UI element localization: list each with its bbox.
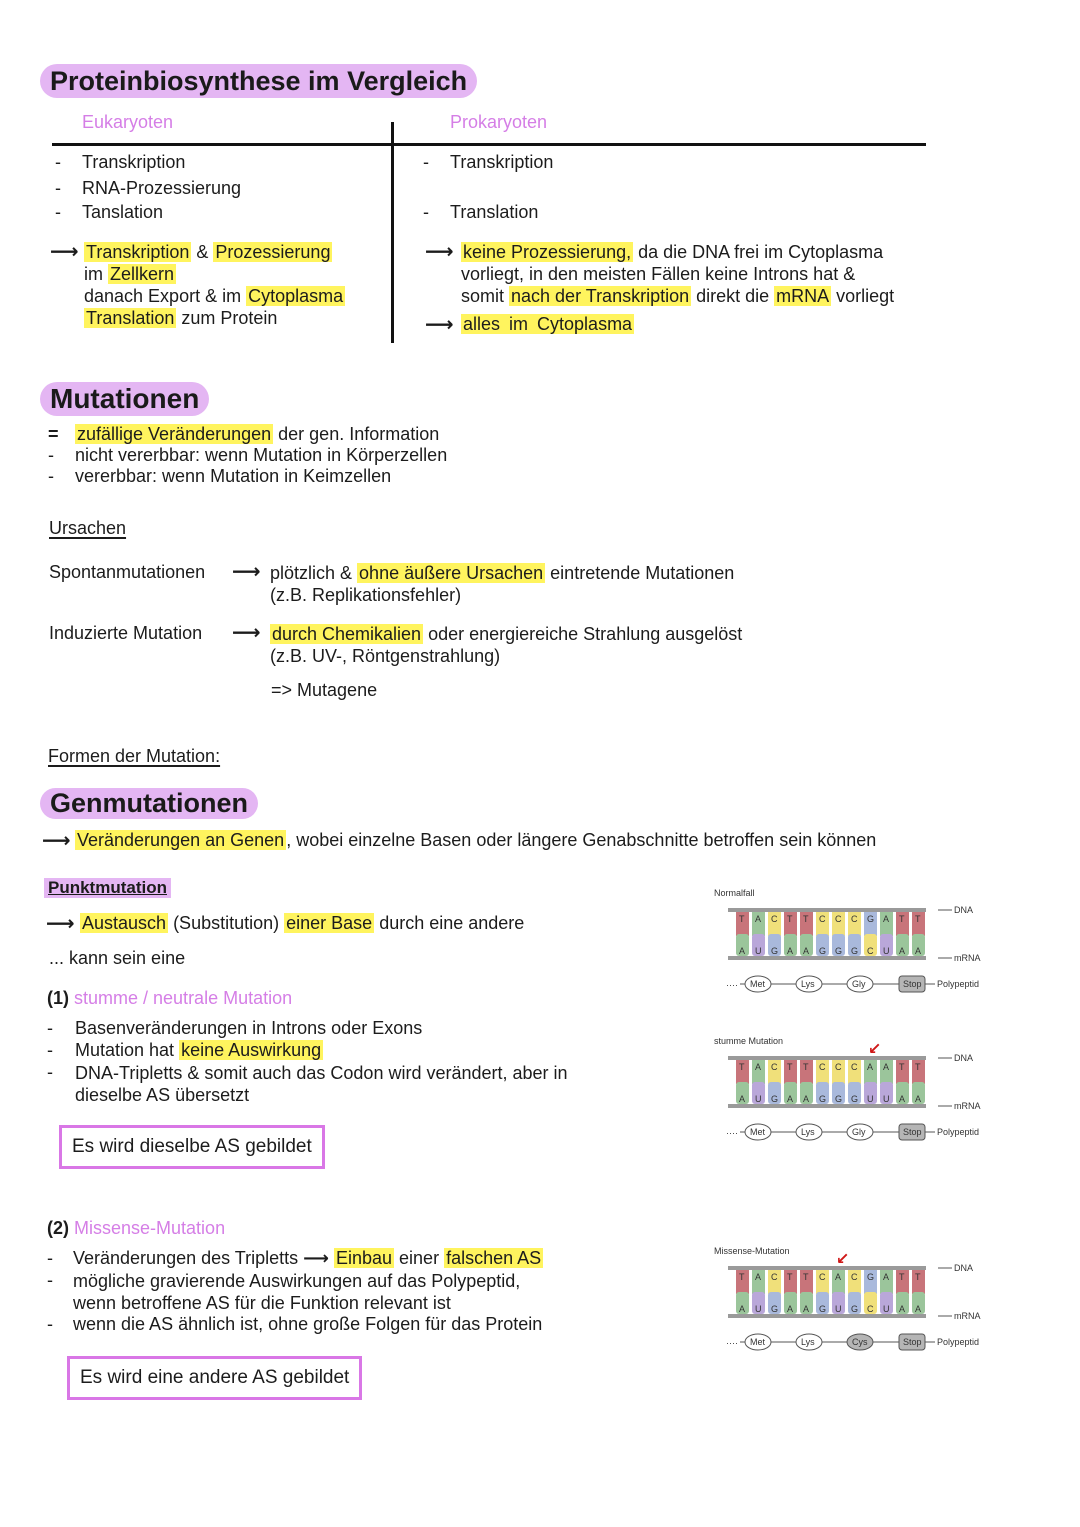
dna-base-letter: A — [755, 914, 762, 924]
stumm-bullet: Basenveränderungen in Introns oder Exons — [75, 1018, 423, 1038]
amino-acid-label: Stop — [903, 979, 922, 989]
mrna-base-letter: G — [771, 1094, 779, 1104]
mrna-base-letter: A — [899, 1304, 906, 1314]
amino-acid-label: Gly — [852, 979, 866, 989]
mrna-backbone — [728, 956, 926, 960]
euk-step: RNA-Prozessierung — [82, 178, 242, 198]
dna-base-letter: C — [851, 1272, 858, 1282]
amino-acid-label: Met — [750, 1337, 766, 1347]
amino-acid-label: Lys — [801, 1337, 815, 1347]
dna-base-letter: A — [755, 1062, 762, 1072]
mrna-base-letter: A — [787, 1304, 794, 1314]
amino-acid-label: Met — [750, 1127, 766, 1137]
mutation-bullet: nicht vererbbar: wenn Mutation in Körperzellen — [75, 445, 448, 465]
dna-base-letter: G — [867, 914, 875, 924]
section-title-mutationen: Mutationen — [40, 382, 209, 416]
section-title-vergleich: Proteinbiosynthese im Vergleich — [40, 64, 477, 98]
dna-backbone — [728, 1056, 926, 1060]
mutagene-note: => Mutagene — [271, 680, 378, 700]
dash: - — [48, 445, 54, 465]
arrow-icon: ⟶ — [46, 913, 75, 935]
mrna-base-letter: U — [835, 1304, 842, 1314]
mrna-base-letter: U — [755, 1304, 762, 1314]
dna-base-letter: T — [803, 1272, 809, 1282]
missense-bullet: mögliche gravierende Auswirkungen auf das Polypeptid, wenn betroffene AS für die Funktion relevant ist — [73, 1271, 521, 1313]
dna-backbone — [728, 908, 926, 912]
mrna-label: mRNA — [954, 1101, 981, 1111]
dash: - — [47, 1018, 53, 1038]
amino-acid-label: Cys — [852, 1337, 868, 1347]
dna-backbone — [728, 1266, 926, 1270]
dna-diagram-stumme-mutation — [700, 1030, 1000, 1145]
diagram-title: stumme Mutation — [714, 1036, 784, 1046]
mrna-base-letter: G — [835, 946, 843, 956]
dna-base-letter: C — [771, 1272, 778, 1282]
dna-base-letter: C — [771, 914, 778, 924]
dna-base-letter: A — [883, 914, 890, 924]
arrow-icon: ⟶ — [232, 622, 261, 644]
amino-acid-label: Met — [750, 979, 766, 989]
polypeptide-label: Polypeptid — [937, 1127, 980, 1137]
mrna-base-letter: A — [787, 946, 794, 956]
mrna-backbone — [728, 1104, 926, 1108]
arrow-icon: ⟶ — [425, 314, 454, 336]
missense-bullet: Veränderungen des Tripletts ⟶ Einbau einer falschen AS — [73, 1248, 542, 1268]
mrna-base-letter: U — [755, 946, 762, 956]
dash: - — [48, 466, 54, 486]
dna-base-letter: T — [803, 1062, 809, 1072]
table-divider-horizontal — [52, 143, 926, 146]
amino-acid-label: Lys — [801, 1127, 815, 1137]
mrna-base-letter: C — [867, 946, 874, 956]
heading-ursachen: Ursachen — [49, 518, 127, 538]
mrna-base-letter: G — [851, 1304, 859, 1314]
label-induzierte-mutation: Induzierte Mutation — [49, 623, 203, 643]
mutation-bullet: vererbbar: wenn Mutation in Keimzellen — [75, 466, 392, 486]
heading-eukaryoten: Eukaryoten — [82, 112, 174, 132]
dna-base-letter: T — [787, 1272, 793, 1282]
mrna-base-letter: U — [883, 1094, 890, 1104]
dna-base-letter: C — [851, 914, 858, 924]
arrow-icon: ⟶ — [42, 830, 71, 852]
genmutation-description: Veränderungen an Genen , wobei einzelne Basen oder längere Genabschnitte betroffen sein können — [77, 830, 877, 850]
dash: - — [47, 1314, 53, 1334]
mrna-label: mRNA — [954, 953, 981, 963]
dna-base-letter: C — [851, 1062, 858, 1072]
mrna-base-letter: G — [851, 946, 859, 956]
mrna-base-letter: A — [739, 946, 746, 956]
dna-base-letter: T — [899, 914, 905, 924]
dna-base-letter: T — [787, 1062, 793, 1072]
dna-base-letter: C — [819, 1062, 826, 1072]
mrna-base-letter: A — [915, 946, 922, 956]
chain-dots: ···· — [726, 980, 738, 990]
stumme-mutation-heading: (1) stumme / neutrale Mutation — [47, 988, 293, 1008]
section-title-genmutationen: Genmutationen — [40, 788, 258, 819]
dna-base-letter: C — [819, 1272, 826, 1282]
mrna-base-letter: U — [867, 1094, 874, 1104]
mrna-base-letter: A — [739, 1304, 746, 1314]
spontan-description: plötzlich & ohne äußere Ursachen eintretende Mutationen (z.B. Replikationsfehler) — [270, 563, 735, 605]
mrna-base-letter: A — [803, 946, 810, 956]
mrna-base-letter: U — [883, 1304, 890, 1314]
missense-result-box: Es wird eine andere AS gebildet — [67, 1356, 362, 1400]
amino-acid-label: Lys — [801, 979, 815, 989]
missense-bullet: wenn die AS ähnlich ist, ohne große Folgen für das Protein — [73, 1314, 543, 1334]
dash: - — [47, 1040, 53, 1060]
mrna-base-letter: A — [787, 1094, 794, 1104]
mrna-base-letter: U — [883, 946, 890, 956]
prok-summary: keine Prozessierung, da die DNA frei im Cytoplasma vorliegt, in den meisten Fällen keine Introns hat & somit nach der Transkription direkt die mRNA vorliegt — [461, 242, 895, 306]
dna-base-letter: C — [771, 1062, 778, 1072]
prok-step: Translation — [450, 202, 539, 222]
mrna-base-letter: A — [899, 1094, 906, 1104]
prok-summary-2: alles im Cytoplasma — [463, 314, 633, 334]
stumm-result-box: Es wird dieselbe AS gebildet — [59, 1125, 325, 1169]
dna-base-letter: A — [755, 1272, 762, 1282]
mrna-base-letter: G — [819, 1094, 827, 1104]
dna-base-letter: A — [835, 1272, 842, 1282]
mrna-base-letter: G — [835, 1094, 843, 1104]
missense-mutation-heading: (2) Missense-Mutation — [47, 1218, 226, 1238]
equals-sign: = — [48, 424, 59, 444]
dna-base-letter: A — [867, 1062, 874, 1072]
mrna-base-letter: G — [771, 946, 779, 956]
punktmutation-line2: ... kann sein eine — [49, 948, 186, 968]
dash: - — [423, 202, 429, 222]
dash: - — [47, 1248, 53, 1268]
dna-base-letter: A — [883, 1272, 890, 1282]
dna-base-letter: T — [915, 914, 921, 924]
dash: - — [47, 1270, 53, 1290]
prok-step: Transkription — [450, 152, 554, 172]
heading-prokaryoten: Prokaryoten — [450, 112, 548, 132]
stumm-bullet: Mutation hat keine Auswirkung — [75, 1040, 322, 1060]
dna-base-letter: T — [739, 1062, 745, 1072]
dash: - — [55, 152, 61, 172]
dna-base-letter: T — [915, 1272, 921, 1282]
arrow-icon: ⟶ — [50, 241, 79, 263]
amino-acid-label: Gly — [852, 1127, 866, 1137]
polypeptide-label: Polypeptid — [937, 1337, 980, 1347]
dna-label: DNA — [954, 1263, 974, 1273]
chain-dots: ···· — [726, 1338, 738, 1348]
dna-base-letter: T — [787, 914, 793, 924]
mrna-base-letter: A — [739, 1094, 746, 1104]
induziert-description: durch Chemikalien oder energiereiche Strahlung ausgelöst (z.B. UV-, Röntgenstrahlung) — [270, 624, 743, 666]
arrow-icon: ⟶ — [232, 561, 261, 583]
polypeptide-label: Polypeptid — [937, 979, 980, 989]
mrna-base-letter: A — [899, 946, 906, 956]
mrna-label: mRNA — [954, 1311, 981, 1321]
mrna-base-letter: A — [915, 1094, 922, 1104]
dash: - — [47, 1062, 53, 1082]
label-spontanmutationen: Spontanmutationen — [49, 562, 206, 582]
mrna-base-letter: A — [915, 1304, 922, 1314]
dash: - — [55, 178, 61, 198]
diagram-title: Missense-Mutation — [714, 1246, 790, 1256]
amino-acid-label: Stop — [903, 1127, 922, 1137]
dna-label: DNA — [954, 1053, 974, 1063]
dna-base-letter: T — [915, 1062, 921, 1072]
euk-step: Tanslation — [82, 202, 164, 222]
dna-base-letter: T — [803, 914, 809, 924]
stumm-bullet: DNA-Tripletts & somit auch das Codon wird verändert, aber in dieselbe AS übersetzt — [75, 1063, 568, 1105]
dna-label: DNA — [954, 905, 974, 915]
dna-base-letter: T — [899, 1062, 905, 1072]
dna-base-letter: T — [739, 1272, 745, 1282]
mrna-base-letter: G — [771, 1304, 779, 1314]
dna-base-letter: C — [835, 914, 842, 924]
chain-dots: ···· — [726, 1128, 738, 1138]
dna-diagram-normalfall — [700, 882, 1000, 997]
dna-base-letter: C — [819, 914, 826, 924]
amino-acid-label: Stop — [903, 1337, 922, 1347]
mutation-arrow-icon: ↙ — [836, 1251, 850, 1268]
mrna-backbone — [728, 1314, 926, 1318]
dna-base-letter: A — [883, 1062, 890, 1072]
mutation-arrow-icon: ↙ — [868, 1041, 882, 1058]
heading-formen: Formen der Mutation: — [48, 746, 221, 766]
mrna-base-letter: G — [819, 1304, 827, 1314]
dna-base-letter: T — [739, 914, 745, 924]
dna-base-letter: G — [867, 1272, 875, 1282]
mutation-definition: zufällige Veränderungen der gen. Information — [77, 424, 440, 444]
dna-diagram-missense-mutation — [700, 1240, 1005, 1355]
arrow-icon: ⟶ — [425, 241, 454, 263]
dna-base-letter: T — [899, 1272, 905, 1282]
mrna-base-letter: A — [803, 1304, 810, 1314]
mrna-base-letter: G — [851, 1094, 859, 1104]
euk-step: Transkription — [82, 152, 186, 172]
dash: - — [423, 152, 429, 172]
mrna-base-letter: G — [819, 946, 827, 956]
euk-summary: Transkription & Prozessierung im Zellkern danach Export & im Cytoplasma Translation zum Protein — [84, 242, 344, 328]
dash: - — [55, 202, 61, 222]
mrna-base-letter: U — [755, 1094, 762, 1104]
punktmutation-line: Austausch (Substitution) einer Base durch eine andere — [82, 913, 525, 933]
mrna-base-letter: A — [803, 1094, 810, 1104]
dna-base-letter: C — [835, 1062, 842, 1072]
table-divider-vertical — [391, 122, 394, 343]
heading-punktmutation: Punktmutation — [44, 878, 171, 898]
diagram-title: Normalfall — [714, 888, 755, 898]
mrna-base-letter: C — [867, 1304, 874, 1314]
